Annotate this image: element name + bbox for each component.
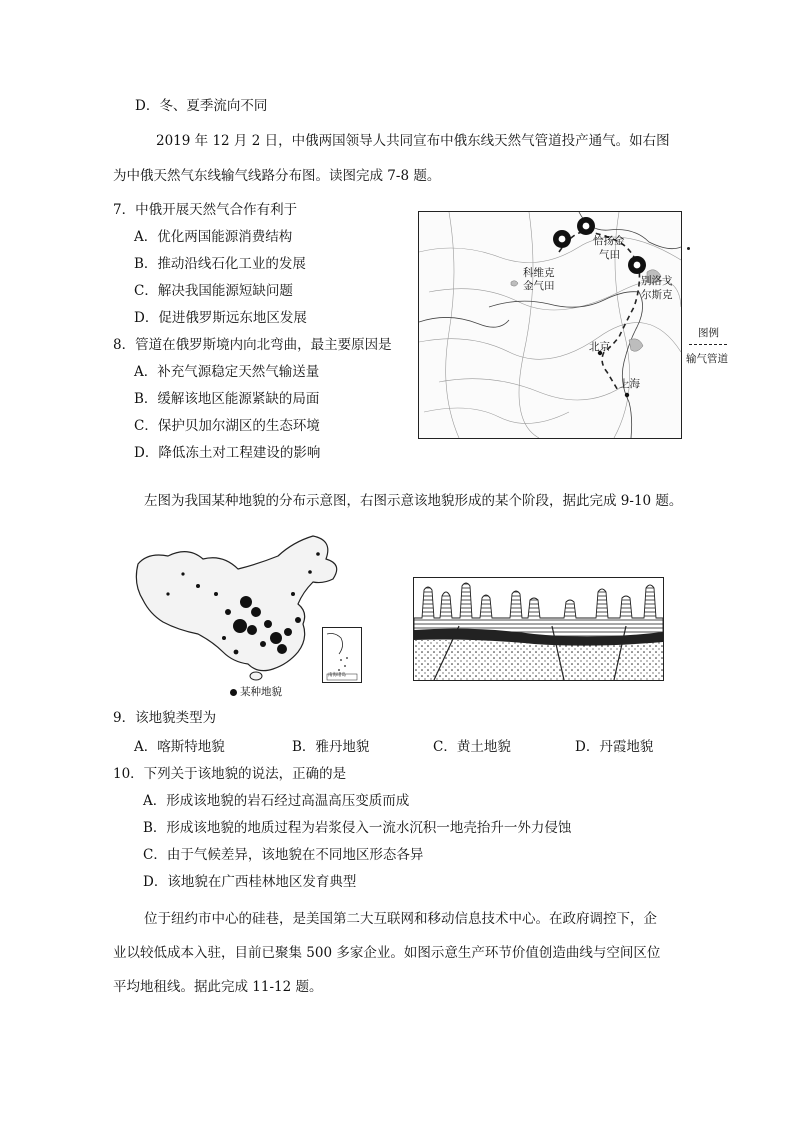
label-chayanda-1: 恰扬金 <box>593 235 625 247</box>
intro-11-12-line1: 位于纽约市中心的硅巷，是美国第二大互联网和移动信息技术中心。在政府调控下，企 <box>144 911 657 927</box>
q9-stem: 9．该地貌类型为 <box>113 710 217 726</box>
inset-label: 南海诸岛 <box>328 673 346 678</box>
label-kovykta-1: 科维克 <box>523 267 555 279</box>
q10-option-b: B．形成该地貌的地质过程为岩浆侵入一流水沉积一地壳抬升一外力侵蚀 <box>143 820 572 836</box>
q10-option-d: D．该地貌在广西桂林地区发育典型 <box>143 874 357 890</box>
landform-cross-section <box>413 577 664 681</box>
label-beijing: 北京 <box>589 341 610 353</box>
q6-option-d: D．冬、夏季流向不同 <box>135 98 268 114</box>
map2-legend <box>230 684 282 699</box>
q8-stem: 8．管道在俄罗斯境内向北弯曲，最主要原因是 <box>113 337 392 353</box>
q7-stem: 7．中俄开展天然气合作有利于 <box>113 202 298 218</box>
label-kovykta-2: 金气田 <box>523 280 555 292</box>
pipeline-map <box>418 211 682 439</box>
legend-pipeline-symbol <box>689 344 727 345</box>
label-blagoveshchensk-1: 别洛戈 <box>641 275 673 287</box>
pipeline-map-drawing <box>419 212 681 438</box>
q7-option-d: D．促进俄罗斯远东地区发展 <box>134 310 307 326</box>
intro-11-12-line3: 平均地租线。据此完成 11-12 题。 <box>113 979 323 995</box>
intro-9-10: 左图为我国某种地貌的分布示意图，右图示意该地貌形成的某个阶段，据此完成 9-10 题。 <box>144 493 683 509</box>
q7-option-b: B．推动沿线石化工业的发展 <box>134 256 306 272</box>
intro-11-12-line2: 业以较低成本入驻，目前已聚集 500 多家企业。如图示意生产环节价值创造曲线与空间区位 <box>113 945 661 961</box>
label-blagoveshchensk-2: 尔斯克 <box>641 289 673 301</box>
q9-option-b: B．雅丹地貌 <box>292 739 370 755</box>
q10-option-a: A．形成该地貌的岩石经过高温高压变质而成 <box>143 793 410 809</box>
label-shanghai: 上海 <box>619 378 640 390</box>
stray-dot <box>687 247 690 250</box>
q10-option-c: C．由于气候差异，该地貌在不同地区形态各异 <box>143 847 424 863</box>
q9-option-d: D．丹霞地貌 <box>575 739 654 755</box>
legend-dot-symbol <box>230 689 237 696</box>
q9-option-a: A．喀斯特地貌 <box>134 739 225 755</box>
q8-option-a: A．补充气源稳定天然气输送量 <box>134 364 320 380</box>
q7-option-a: A．优化两国能源消费结构 <box>134 229 293 245</box>
q8-option-d: D．降低冻土对工程建设的影响 <box>134 445 321 461</box>
intro-7-8-line2: 为中俄天然气东线输气线路分布图。读图完成 7-8 题。 <box>113 168 441 184</box>
legend-title: 图例 <box>698 327 719 339</box>
q8-option-b: B．缓解该地区能源紧缺的局面 <box>134 391 320 407</box>
label-chayanda-2: 气田 <box>599 249 620 261</box>
q8-option-c: C．保护贝加尔湖区的生态环境 <box>134 418 320 434</box>
q10-stem: 10．下列关于该地貌的说法，正确的是 <box>113 766 347 782</box>
south-china-sea-inset <box>322 627 362 683</box>
q9-option-c: C．黄土地貌 <box>433 739 511 755</box>
intro-7-8-line1: 2019 年 12 月 2 日，中俄两国领导人共同宣布中俄东线天然气管道投产通气。如右图 <box>156 133 670 149</box>
map2-legend-label: 某种地貌 <box>240 686 282 698</box>
shanghai-marker <box>625 393 629 397</box>
legend-pipeline-label: 输气管道 <box>686 353 728 365</box>
q7-option-c: C．解决我国能源短缺问题 <box>134 283 293 299</box>
